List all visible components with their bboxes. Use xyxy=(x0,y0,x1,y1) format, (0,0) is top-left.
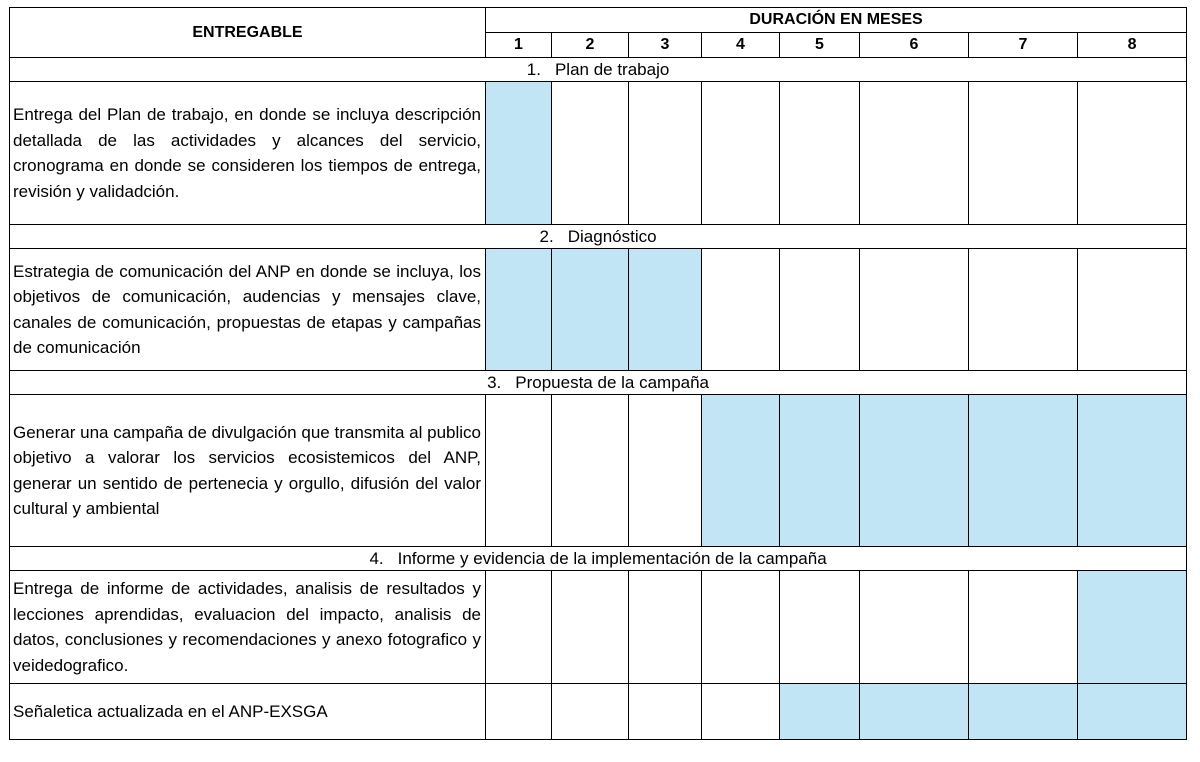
section-title xyxy=(10,225,1187,249)
month-cell-active xyxy=(1078,395,1187,547)
month-cell xyxy=(629,571,702,684)
month-cell xyxy=(860,82,969,225)
section-number: 4. xyxy=(369,548,384,568)
section-label: Diagnóstico xyxy=(567,226,657,246)
month-cell xyxy=(969,249,1078,371)
month-cell xyxy=(1078,249,1187,371)
month-cell-active xyxy=(629,249,702,371)
entregable-header: ENTREGABLE xyxy=(10,8,486,58)
deliverable-description: Entrega de informe de actividades, analisis de resultados y lecciones aprendidas, evaluacion del impacto, analisis de datos, conclusiones y recomendaciones y anexo fotografico y veidedografico. xyxy=(10,571,486,684)
section-title xyxy=(10,371,1187,395)
month-cell xyxy=(780,571,860,684)
section-number: 3. xyxy=(487,372,502,392)
month-header: 3 xyxy=(629,33,702,58)
month-cell xyxy=(969,82,1078,225)
section-title xyxy=(10,547,1187,571)
month-header: 8 xyxy=(1078,33,1187,58)
section-number: 1. xyxy=(526,59,541,79)
deliverable-row xyxy=(10,82,1187,225)
month-cell xyxy=(780,82,860,225)
section-label: Informe y evidencia de la implementación de la campaña xyxy=(397,548,827,568)
month-cell-active xyxy=(1078,571,1187,684)
month-cell xyxy=(780,249,860,371)
month-header: 6 xyxy=(860,33,969,58)
month-header: 4 xyxy=(702,33,780,58)
schedule-table xyxy=(9,7,1187,740)
deliverable-row xyxy=(10,249,1187,371)
duracion-header: DURACIÓN EN MESES xyxy=(486,8,1187,33)
month-cell xyxy=(702,684,780,740)
month-cell-active xyxy=(702,395,780,547)
month-cell-active xyxy=(552,249,629,371)
month-header: 5 xyxy=(780,33,860,58)
section-row xyxy=(10,371,1187,395)
deliverable-description: Estrategia de comunicación del ANP en donde se incluya, los objetivos de comunicación, audencias y mensajes clave, canales de comunicación, propuestas de etapas y campañas de comunicación xyxy=(10,249,486,371)
header-row xyxy=(10,8,1187,33)
month-cell xyxy=(552,571,629,684)
month-cell-active xyxy=(860,395,969,547)
deliverable-row xyxy=(10,571,1187,684)
month-cell xyxy=(486,395,552,547)
deliverable-description: Señaletica actualizada en el ANP-EXSGA xyxy=(10,684,486,740)
month-cell xyxy=(860,249,969,371)
month-cell xyxy=(486,684,552,740)
month-cell xyxy=(702,571,780,684)
month-header: 2 xyxy=(552,33,629,58)
month-cell xyxy=(860,571,969,684)
deliverable-row xyxy=(10,395,1187,547)
section-row xyxy=(10,225,1187,249)
deliverable-description: Entrega del Plan de trabajo, en donde se incluya descripción detallada de las actividades y alcances del servicio, cronograma en donde se consideren los tiempos de entrega, revisión y validadción. xyxy=(10,82,486,225)
month-cell xyxy=(629,684,702,740)
month-cell xyxy=(702,249,780,371)
month-cell-active xyxy=(860,684,969,740)
deliverable-row xyxy=(10,684,1187,740)
month-cell xyxy=(1078,82,1187,225)
month-cell-active xyxy=(969,395,1078,547)
month-cell-active xyxy=(969,684,1078,740)
month-cell xyxy=(552,684,629,740)
section-row xyxy=(10,58,1187,82)
month-cell xyxy=(552,82,629,225)
month-header: 1 xyxy=(486,33,552,58)
month-cell xyxy=(552,395,629,547)
month-cell xyxy=(629,395,702,547)
section-label: Propuesta de la campaña xyxy=(515,372,710,392)
month-cell xyxy=(969,571,1078,684)
month-cell-active xyxy=(1078,684,1187,740)
section-row xyxy=(10,547,1187,571)
month-cell-active xyxy=(780,395,860,547)
month-header: 7 xyxy=(969,33,1078,58)
section-number: 2. xyxy=(539,226,554,246)
month-cell-active xyxy=(486,249,552,371)
section-title xyxy=(10,58,1187,82)
month-cell-active xyxy=(486,82,552,225)
month-cell-active xyxy=(780,684,860,740)
month-cell xyxy=(629,82,702,225)
month-cell xyxy=(702,82,780,225)
deliverable-description: Generar una campaña de divulgación que transmita al publico objetivo a valorar los servicios ecosistemicos del ANP, generar un sentido de pertenecia y orgullo, difusión del valor cultural y ambiental xyxy=(10,395,486,547)
section-label: Plan de trabajo xyxy=(554,59,670,79)
month-cell xyxy=(486,571,552,684)
